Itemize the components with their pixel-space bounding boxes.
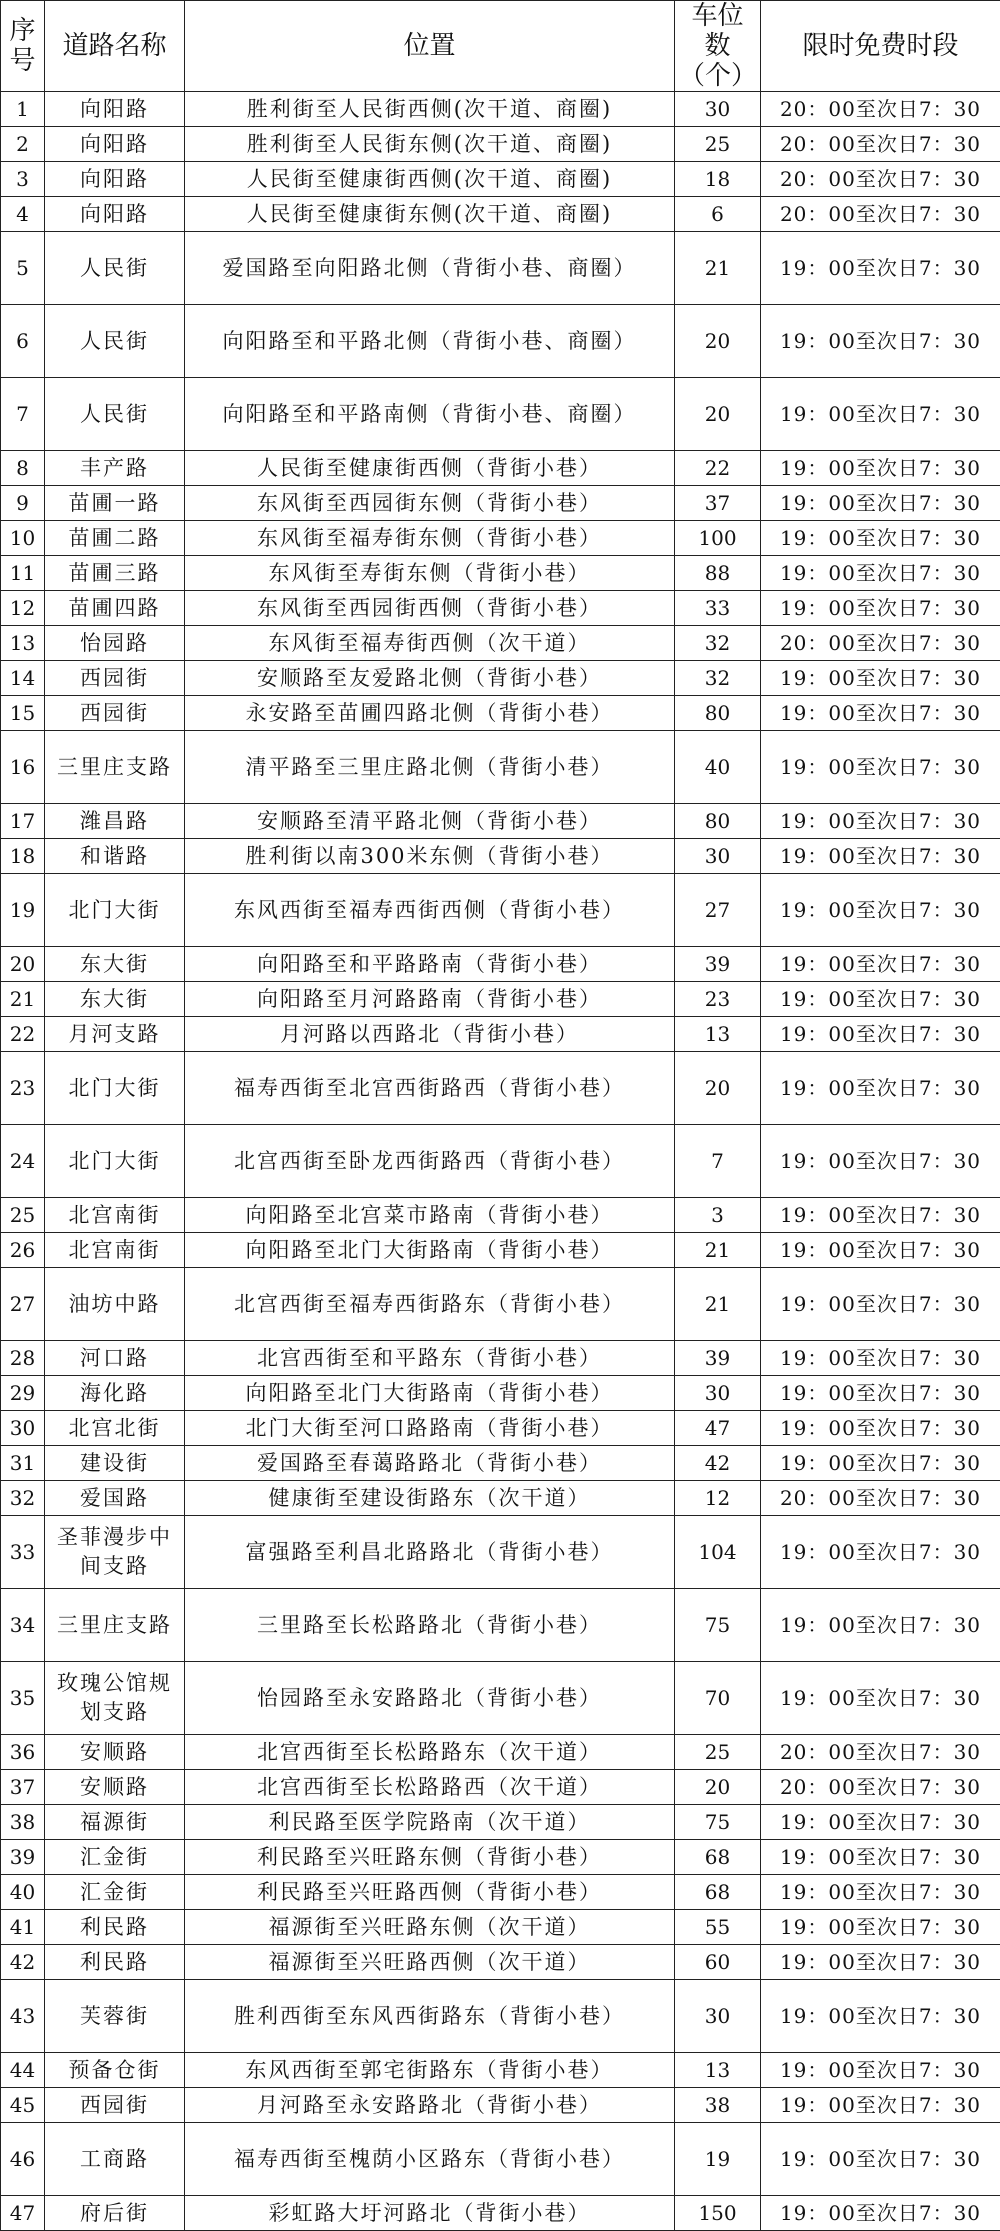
free-time-period-cell: 19：00至次日7：30 <box>761 839 1000 874</box>
parking-spots-cell: 47 <box>675 1411 761 1446</box>
row-number-cell: 28 <box>1 1341 45 1376</box>
free-time-period-cell: 19：00至次日7：30 <box>761 947 1000 982</box>
parking-spots-cell: 20 <box>675 378 761 451</box>
road-name-cell: 安顺路 <box>45 1770 185 1805</box>
table-row <box>1 1268 1000 1341</box>
parking-spots-cell: 30 <box>675 1980 761 2053</box>
parking-spots-cell: 18 <box>675 162 761 197</box>
road-name-cell: 安顺路 <box>45 1735 185 1770</box>
table-row <box>1 1945 1000 1980</box>
table-row <box>1 486 1000 521</box>
free-time-period-cell: 19：00至次日7：30 <box>761 1198 1000 1233</box>
free-time-period-cell: 19：00至次日7：30 <box>761 1341 1000 1376</box>
table-row <box>1 1052 1000 1125</box>
free-time-period-cell: 19：00至次日7：30 <box>761 1840 1000 1875</box>
road-name-cell: 丰产路 <box>45 451 185 486</box>
free-time-period-cell: 20：00至次日7：30 <box>761 626 1000 661</box>
parking-spots-cell: 25 <box>675 1735 761 1770</box>
header-location: 位置 <box>185 1 675 92</box>
row-number-cell: 46 <box>1 2123 45 2196</box>
parking-spots-cell: 25 <box>675 127 761 162</box>
location-cell: 利民路至兴旺路东侧（背街小巷） <box>185 1840 675 1875</box>
table-row <box>1 982 1000 1017</box>
location-cell: 向阳路至月河路路南（背街小巷） <box>185 982 675 1017</box>
location-cell: 东风街至寿街东侧（背街小巷） <box>185 556 675 591</box>
row-number-cell: 41 <box>1 1910 45 1945</box>
parking-spots-cell: 68 <box>675 1875 761 1910</box>
row-number-cell: 8 <box>1 451 45 486</box>
free-time-period-cell: 19：00至次日7：30 <box>761 451 1000 486</box>
row-number-cell: 38 <box>1 1805 45 1840</box>
location-cell: 东风街至西园街东侧（背街小巷） <box>185 486 675 521</box>
table-row <box>1 1446 1000 1481</box>
table-row <box>1 1233 1000 1268</box>
table-row <box>1 731 1000 804</box>
road-name-cell: 利民路 <box>45 1945 185 1980</box>
row-number-cell: 47 <box>1 2196 45 2231</box>
road-name-cell: 爱国路 <box>45 1481 185 1516</box>
location-cell: 安顺路至友爱路北侧（背街小巷） <box>185 661 675 696</box>
location-cell: 福源街至兴旺路东侧（次干道） <box>185 1910 675 1945</box>
parking-spots-cell: 150 <box>675 2196 761 2231</box>
road-name-cell: 潍昌路 <box>45 804 185 839</box>
parking-spots-cell: 39 <box>675 1341 761 1376</box>
table-row <box>1 2053 1000 2088</box>
road-name-cell: 工商路 <box>45 2123 185 2196</box>
row-number-cell: 16 <box>1 731 45 804</box>
row-number-cell: 21 <box>1 982 45 1017</box>
parking-spots-cell: 104 <box>675 1516 761 1589</box>
parking-spots-cell: 60 <box>675 1945 761 1980</box>
table-row <box>1 591 1000 626</box>
parking-spots-cell: 33 <box>675 591 761 626</box>
free-time-period-cell: 19：00至次日7：30 <box>761 521 1000 556</box>
row-number-cell: 14 <box>1 661 45 696</box>
location-cell: 福寿西街至槐荫小区路东（背街小巷） <box>185 2123 675 2196</box>
free-time-period-cell: 19：00至次日7：30 <box>761 2088 1000 2123</box>
location-cell: 人民街至健康街西侧(次干道、商圈) <box>185 162 675 197</box>
row-number-cell: 45 <box>1 2088 45 2123</box>
free-time-period-cell: 19：00至次日7：30 <box>761 232 1000 305</box>
row-number-cell: 18 <box>1 839 45 874</box>
road-name-cell: 向阳路 <box>45 197 185 232</box>
parking-spots-cell: 39 <box>675 947 761 982</box>
row-number-cell: 34 <box>1 1589 45 1662</box>
parking-spots-cell: 7 <box>675 1125 761 1198</box>
free-time-period-cell: 19：00至次日7：30 <box>761 2053 1000 2088</box>
road-name-cell: 预备仓街 <box>45 2053 185 2088</box>
road-name-cell: 苗圃二路 <box>45 521 185 556</box>
row-number-cell: 43 <box>1 1980 45 2053</box>
free-time-period-cell: 19：00至次日7：30 <box>761 661 1000 696</box>
location-cell: 安顺路至清平路北侧（背街小巷） <box>185 804 675 839</box>
road-name-cell: 建设街 <box>45 1446 185 1481</box>
table-row <box>1 1516 1000 1589</box>
parking-spots-cell: 30 <box>675 1376 761 1411</box>
free-time-period-cell: 19：00至次日7：30 <box>761 1980 1000 2053</box>
location-cell: 月河路以西路北（背街小巷） <box>185 1017 675 1052</box>
free-time-period-cell: 19：00至次日7：30 <box>761 1875 1000 1910</box>
road-name-cell: 芙蓉街 <box>45 1980 185 2053</box>
free-time-period-cell: 19：00至次日7：30 <box>761 804 1000 839</box>
free-time-period-cell: 19：00至次日7：30 <box>761 731 1000 804</box>
parking-spots-cell: 70 <box>675 1662 761 1735</box>
road-name-cell: 怡园路 <box>45 626 185 661</box>
table-row <box>1 1341 1000 1376</box>
table-row <box>1 1980 1000 2053</box>
free-time-period-cell: 19：00至次日7：30 <box>761 1589 1000 1662</box>
location-cell: 北宫西街至长松路路东（次干道） <box>185 1735 675 1770</box>
location-cell: 福源街至兴旺路西侧（次干道） <box>185 1945 675 1980</box>
table-row <box>1 947 1000 982</box>
row-number-cell: 20 <box>1 947 45 982</box>
location-cell: 富强路至利昌北路路北（背街小巷） <box>185 1516 675 1589</box>
table-row <box>1 556 1000 591</box>
table-row <box>1 197 1000 232</box>
table-body <box>1 92 1000 2231</box>
road-name-cell: 圣菲漫步中间支路 <box>45 1516 185 1589</box>
parking-spots-cell: 68 <box>675 1840 761 1875</box>
table-row <box>1 92 1000 127</box>
row-number-cell: 15 <box>1 696 45 731</box>
parking-spots-cell: 3 <box>675 1198 761 1233</box>
free-time-period-cell: 20：00至次日7：30 <box>761 162 1000 197</box>
location-cell: 向阳路至和平路南侧（背街小巷、商圈） <box>185 378 675 451</box>
location-cell: 爱国路至向阳路北侧（背街小巷、商圈） <box>185 232 675 305</box>
table-row <box>1 1589 1000 1662</box>
parking-spots-cell: 6 <box>675 197 761 232</box>
road-name-cell: 汇金街 <box>45 1840 185 1875</box>
table-row <box>1 1376 1000 1411</box>
row-number-cell: 26 <box>1 1233 45 1268</box>
row-number-cell: 27 <box>1 1268 45 1341</box>
parking-spots-cell: 80 <box>675 696 761 731</box>
row-number-cell: 32 <box>1 1481 45 1516</box>
row-number-cell: 31 <box>1 1446 45 1481</box>
header-road-name: 道路名称 <box>45 1 185 92</box>
row-number-cell: 42 <box>1 1945 45 1980</box>
table-row <box>1 451 1000 486</box>
free-time-period-cell: 19：00至次日7：30 <box>761 1125 1000 1198</box>
road-name-cell: 苗圃四路 <box>45 591 185 626</box>
table-row <box>1 378 1000 451</box>
table-row <box>1 839 1000 874</box>
parking-spots-cell: 22 <box>675 451 761 486</box>
location-cell: 健康街至建设街路东（次干道） <box>185 1481 675 1516</box>
parking-spots-cell: 20 <box>675 1052 761 1125</box>
road-name-cell: 向阳路 <box>45 162 185 197</box>
row-number-cell: 6 <box>1 305 45 378</box>
location-cell: 月河路至永安路路北（背街小巷） <box>185 2088 675 2123</box>
location-cell: 向阳路至北门大街路南（背街小巷） <box>185 1376 675 1411</box>
location-cell: 胜利街至人民街西侧(次干道、商圈) <box>185 92 675 127</box>
free-time-period-cell: 19：00至次日7：30 <box>761 1052 1000 1125</box>
row-number-cell: 3 <box>1 162 45 197</box>
row-number-cell: 10 <box>1 521 45 556</box>
location-cell: 爱国路至春蔼路路北（背街小巷） <box>185 1446 675 1481</box>
parking-spots-cell: 30 <box>675 839 761 874</box>
free-time-period-cell: 19：00至次日7：30 <box>761 1411 1000 1446</box>
location-cell: 胜利街以南300米东侧（背街小巷） <box>185 839 675 874</box>
location-cell: 东风西街至福寿西街西侧（背街小巷） <box>185 874 675 947</box>
location-cell: 北宫西街至福寿西街路东（背街小巷） <box>185 1268 675 1341</box>
table-row <box>1 521 1000 556</box>
table-row <box>1 127 1000 162</box>
table-row <box>1 1017 1000 1052</box>
free-time-period-cell: 19：00至次日7：30 <box>761 1910 1000 1945</box>
road-name-cell: 油坊中路 <box>45 1268 185 1341</box>
table-row <box>1 1125 1000 1198</box>
free-time-period-cell: 19：00至次日7：30 <box>761 696 1000 731</box>
table-row <box>1 874 1000 947</box>
location-cell: 向阳路至北门大街路南（背街小巷） <box>185 1233 675 1268</box>
road-name-cell: 玫瑰公馆规划支路 <box>45 1662 185 1735</box>
row-number-cell: 39 <box>1 1840 45 1875</box>
row-number-cell: 7 <box>1 378 45 451</box>
location-cell: 北宫西街至长松路路西（次干道） <box>185 1770 675 1805</box>
row-number-cell: 30 <box>1 1411 45 1446</box>
parking-spots-cell: 42 <box>675 1446 761 1481</box>
parking-spots-cell: 37 <box>675 486 761 521</box>
row-number-cell: 35 <box>1 1662 45 1735</box>
road-name-cell: 人民街 <box>45 378 185 451</box>
row-number-cell: 40 <box>1 1875 45 1910</box>
location-cell: 向阳路至北宫菜市路南（背街小巷） <box>185 1198 675 1233</box>
free-time-period-cell: 20：00至次日7：30 <box>761 92 1000 127</box>
location-cell: 向阳路至和平路路南（背街小巷） <box>185 947 675 982</box>
table-row <box>1 162 1000 197</box>
table-row <box>1 804 1000 839</box>
location-cell: 北宫西街至卧龙西街路西（背街小巷） <box>185 1125 675 1198</box>
location-cell: 人民街至健康街西侧（背街小巷） <box>185 451 675 486</box>
road-name-cell: 北门大街 <box>45 1052 185 1125</box>
location-cell: 福寿西街至北宫西街路西（背街小巷） <box>185 1052 675 1125</box>
road-name-cell: 西园街 <box>45 2088 185 2123</box>
free-time-period-cell: 20：00至次日7：30 <box>761 127 1000 162</box>
table-row <box>1 2088 1000 2123</box>
free-time-period-cell: 19：00至次日7：30 <box>761 1017 1000 1052</box>
table-row <box>1 1910 1000 1945</box>
free-time-period-cell: 19：00至次日7：30 <box>761 1233 1000 1268</box>
road-name-cell: 北门大街 <box>45 874 185 947</box>
location-cell: 胜利西街至东风西街路东（背街小巷） <box>185 1980 675 2053</box>
free-time-period-cell: 19：00至次日7：30 <box>761 1662 1000 1735</box>
row-number-cell: 2 <box>1 127 45 162</box>
table-row <box>1 232 1000 305</box>
header-no: 序号 <box>1 1 45 92</box>
location-cell: 怡园路至永安路路北（背街小巷） <box>185 1662 675 1735</box>
road-name-cell: 西园街 <box>45 661 185 696</box>
free-time-period-cell: 19：00至次日7：30 <box>761 305 1000 378</box>
parking-spots-cell: 55 <box>675 1910 761 1945</box>
parking-spots-cell: 32 <box>675 626 761 661</box>
road-name-cell: 向阳路 <box>45 127 185 162</box>
location-cell: 向阳路至和平路北侧（背街小巷、商圈） <box>185 305 675 378</box>
road-name-cell: 苗圃三路 <box>45 556 185 591</box>
parking-spots-cell: 32 <box>675 661 761 696</box>
free-time-period-cell: 19：00至次日7：30 <box>761 486 1000 521</box>
free-time-period-cell: 19：00至次日7：30 <box>761 1945 1000 1980</box>
parking-spots-cell: 100 <box>675 521 761 556</box>
table-row <box>1 1875 1000 1910</box>
location-cell: 东风西街至郭宅街路东（背街小巷） <box>185 2053 675 2088</box>
table-row <box>1 1735 1000 1770</box>
road-name-cell: 府后街 <box>45 2196 185 2231</box>
table-row <box>1 1411 1000 1446</box>
row-number-cell: 1 <box>1 92 45 127</box>
parking-spots-cell: 20 <box>675 1770 761 1805</box>
row-number-cell: 29 <box>1 1376 45 1411</box>
location-cell: 东风街至福寿街东侧（背街小巷） <box>185 521 675 556</box>
row-number-cell: 44 <box>1 2053 45 2088</box>
road-name-cell: 和谐路 <box>45 839 185 874</box>
road-name-cell: 东大街 <box>45 982 185 1017</box>
location-cell: 北宫西街至和平路东（背街小巷） <box>185 1341 675 1376</box>
free-time-period-cell: 19：00至次日7：30 <box>761 2123 1000 2196</box>
road-name-cell: 三里庄支路 <box>45 1589 185 1662</box>
table-row <box>1 1662 1000 1735</box>
parking-spots-cell: 75 <box>675 1805 761 1840</box>
free-time-period-cell: 20：00至次日7：30 <box>761 1770 1000 1805</box>
row-number-cell: 33 <box>1 1516 45 1589</box>
road-name-cell: 三里庄支路 <box>45 731 185 804</box>
row-number-cell: 25 <box>1 1198 45 1233</box>
table-row <box>1 626 1000 661</box>
parking-spots-cell: 13 <box>675 2053 761 2088</box>
header-spots: 车位数（个） <box>675 1 761 92</box>
location-cell: 利民路至兴旺路西侧（背街小巷） <box>185 1875 675 1910</box>
row-number-cell: 36 <box>1 1735 45 1770</box>
parking-spots-cell: 13 <box>675 1017 761 1052</box>
location-cell: 彩虹路大圩河路北（背街小巷） <box>185 2196 675 2231</box>
row-number-cell: 11 <box>1 556 45 591</box>
table-row <box>1 1840 1000 1875</box>
road-name-cell: 向阳路 <box>45 92 185 127</box>
location-cell: 永安路至苗圃四路北侧（背街小巷） <box>185 696 675 731</box>
parking-spots-cell: 21 <box>675 1233 761 1268</box>
table-row <box>1 2123 1000 2196</box>
road-name-cell: 海化路 <box>45 1376 185 1411</box>
location-cell: 清平路至三里庄路北侧（背街小巷） <box>185 731 675 804</box>
parking-spots-cell: 27 <box>675 874 761 947</box>
parking-spots-cell: 20 <box>675 305 761 378</box>
table-row <box>1 305 1000 378</box>
row-number-cell: 5 <box>1 232 45 305</box>
table-row <box>1 1805 1000 1840</box>
free-time-period-cell: 19：00至次日7：30 <box>761 591 1000 626</box>
free-time-period-cell: 19：00至次日7：30 <box>761 982 1000 1017</box>
row-number-cell: 13 <box>1 626 45 661</box>
parking-spots-cell: 21 <box>675 1268 761 1341</box>
road-name-cell: 北宫北街 <box>45 1411 185 1446</box>
table-row <box>1 661 1000 696</box>
free-time-period-cell: 19：00至次日7：30 <box>761 1516 1000 1589</box>
parking-spots-cell: 12 <box>675 1481 761 1516</box>
location-cell: 三里路至长松路路北（背街小巷） <box>185 1589 675 1662</box>
table-row <box>1 696 1000 731</box>
road-name-cell: 汇金街 <box>45 1875 185 1910</box>
row-number-cell: 17 <box>1 804 45 839</box>
row-number-cell: 12 <box>1 591 45 626</box>
header-free-time: 限时免费时段 <box>761 1 1000 92</box>
row-number-cell: 37 <box>1 1770 45 1805</box>
table-row <box>1 1481 1000 1516</box>
location-cell: 利民路至医学院路南（次干道） <box>185 1805 675 1840</box>
table-row <box>1 2196 1000 2231</box>
free-time-period-cell: 20：00至次日7：30 <box>761 197 1000 232</box>
parking-spots-cell: 38 <box>675 2088 761 2123</box>
road-name-cell: 月河支路 <box>45 1017 185 1052</box>
road-name-cell: 东大街 <box>45 947 185 982</box>
parking-spots-cell: 30 <box>675 92 761 127</box>
free-time-period-cell: 19：00至次日7：30 <box>761 2196 1000 2231</box>
parking-spots-cell: 80 <box>675 804 761 839</box>
location-cell: 东风街至西园街西侧（背街小巷） <box>185 591 675 626</box>
row-number-cell: 23 <box>1 1052 45 1125</box>
free-time-period-cell: 19：00至次日7：30 <box>761 1446 1000 1481</box>
road-name-cell: 北宫南街 <box>45 1233 185 1268</box>
parking-spots-cell: 75 <box>675 1589 761 1662</box>
location-cell: 东风街至福寿街西侧（次干道） <box>185 626 675 661</box>
row-number-cell: 4 <box>1 197 45 232</box>
parking-spots-cell: 40 <box>675 731 761 804</box>
parking-spots-cell: 88 <box>675 556 761 591</box>
road-name-cell: 利民路 <box>45 1910 185 1945</box>
parking-spots-cell: 21 <box>675 232 761 305</box>
road-name-cell: 人民街 <box>45 232 185 305</box>
row-number-cell: 19 <box>1 874 45 947</box>
location-cell: 人民街至健康街东侧(次干道、商圈) <box>185 197 675 232</box>
free-time-period-cell: 19：00至次日7：30 <box>761 1376 1000 1411</box>
road-name-cell: 北宫南街 <box>45 1198 185 1233</box>
header-row <box>1 1 1000 92</box>
free-time-period-cell: 20：00至次日7：30 <box>761 1481 1000 1516</box>
road-name-cell: 苗圃一路 <box>45 486 185 521</box>
location-cell: 胜利街至人民街东侧(次干道、商圈) <box>185 127 675 162</box>
free-time-period-cell: 19：00至次日7：30 <box>761 1268 1000 1341</box>
free-time-period-cell: 20：00至次日7：30 <box>761 1735 1000 1770</box>
parking-spots-cell: 23 <box>675 982 761 1017</box>
free-time-period-cell: 19：00至次日7：30 <box>761 556 1000 591</box>
road-name-cell: 北门大街 <box>45 1125 185 1198</box>
location-cell: 北门大街至河口路路南（背街小巷） <box>185 1411 675 1446</box>
row-number-cell: 24 <box>1 1125 45 1198</box>
row-number-cell: 9 <box>1 486 45 521</box>
table-row <box>1 1198 1000 1233</box>
parking-spots-cell: 19 <box>675 2123 761 2196</box>
free-time-period-cell: 19：00至次日7：30 <box>761 378 1000 451</box>
free-time-period-cell: 19：00至次日7：30 <box>761 874 1000 947</box>
road-name-cell: 河口路 <box>45 1341 185 1376</box>
row-number-cell: 22 <box>1 1017 45 1052</box>
road-name-cell: 西园街 <box>45 696 185 731</box>
road-name-cell: 福源街 <box>45 1805 185 1840</box>
table-row <box>1 1770 1000 1805</box>
road-name-cell: 人民街 <box>45 305 185 378</box>
free-time-period-cell: 19：00至次日7：30 <box>761 1805 1000 1840</box>
